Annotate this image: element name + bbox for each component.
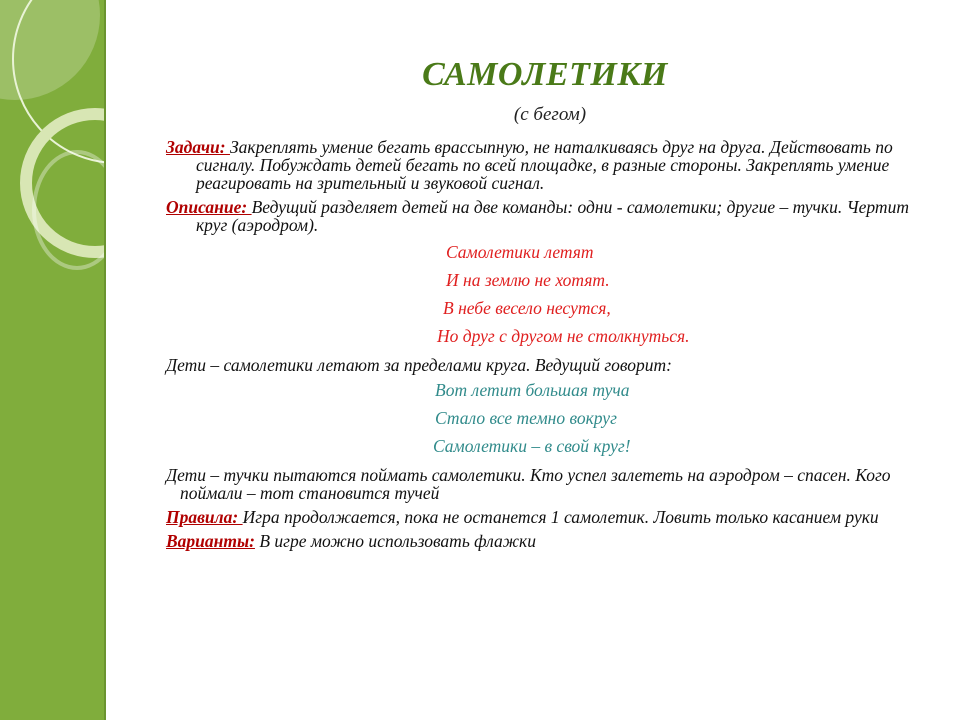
verse-line: Вот летит большая туча [435, 380, 630, 400]
decorative-sidebar [0, 0, 106, 720]
verse-cloud [166, 376, 936, 460]
description-text: Ведущий разделяет детей на две команды: одни - самолетики; другие – тучки. Чертит круг (аэродром). [196, 197, 909, 235]
variants-label: Варианты: [166, 531, 255, 551]
kids-catch-paragraph: Дети – тучки пытаются поймать самолетики. Кто успел залететь на аэродром – спасен. Кого поймали – тот становится тучей [166, 465, 891, 503]
verse-line: В небе весело несутся, [443, 298, 611, 318]
rules-paragraph [166, 508, 936, 526]
sidebar-edge [104, 0, 106, 720]
verse-line: Но друг с другом не столкнуться. [437, 326, 690, 346]
tasks-text: Закреплять умение бегать врассыпную, не наталкиваясь друг на друга. Действовать по сигналу. Побуждать детей бегать по всей площадке, в разные стороны. Закреплять умение реагировать на зрительный и звуковой сигнал. [196, 137, 893, 193]
tasks-label: Задачи: [166, 137, 230, 157]
rules-label: Правила: [166, 507, 243, 527]
rules-text: Игра продолжается, пока не останется 1 самолетик. Ловить только касанием руки [242, 507, 879, 527]
kids-flying-paragraph: Дети – самолетики летают за пределами круга. Ведущий говорит: [166, 355, 672, 375]
description-label: Описание: [166, 197, 252, 217]
verse-line: Стало все темно вокруг [435, 408, 617, 428]
verse-line: И на землю не хотят. [446, 270, 610, 290]
slide-subtitle: (с бегом) [513, 104, 587, 125]
verse-planes [166, 238, 936, 350]
verse-line: Самолетики – в свой круг! [433, 436, 631, 456]
description-paragraph [166, 198, 936, 234]
verse-line: Самолетики летят [446, 242, 594, 262]
variants-paragraph [166, 532, 936, 550]
slide-title: САМОЛЕТИКИ [422, 56, 668, 93]
slide-body [166, 138, 936, 550]
tasks-paragraph [166, 138, 936, 192]
variants-text: В игре можно использовать флажки [254, 531, 536, 551]
